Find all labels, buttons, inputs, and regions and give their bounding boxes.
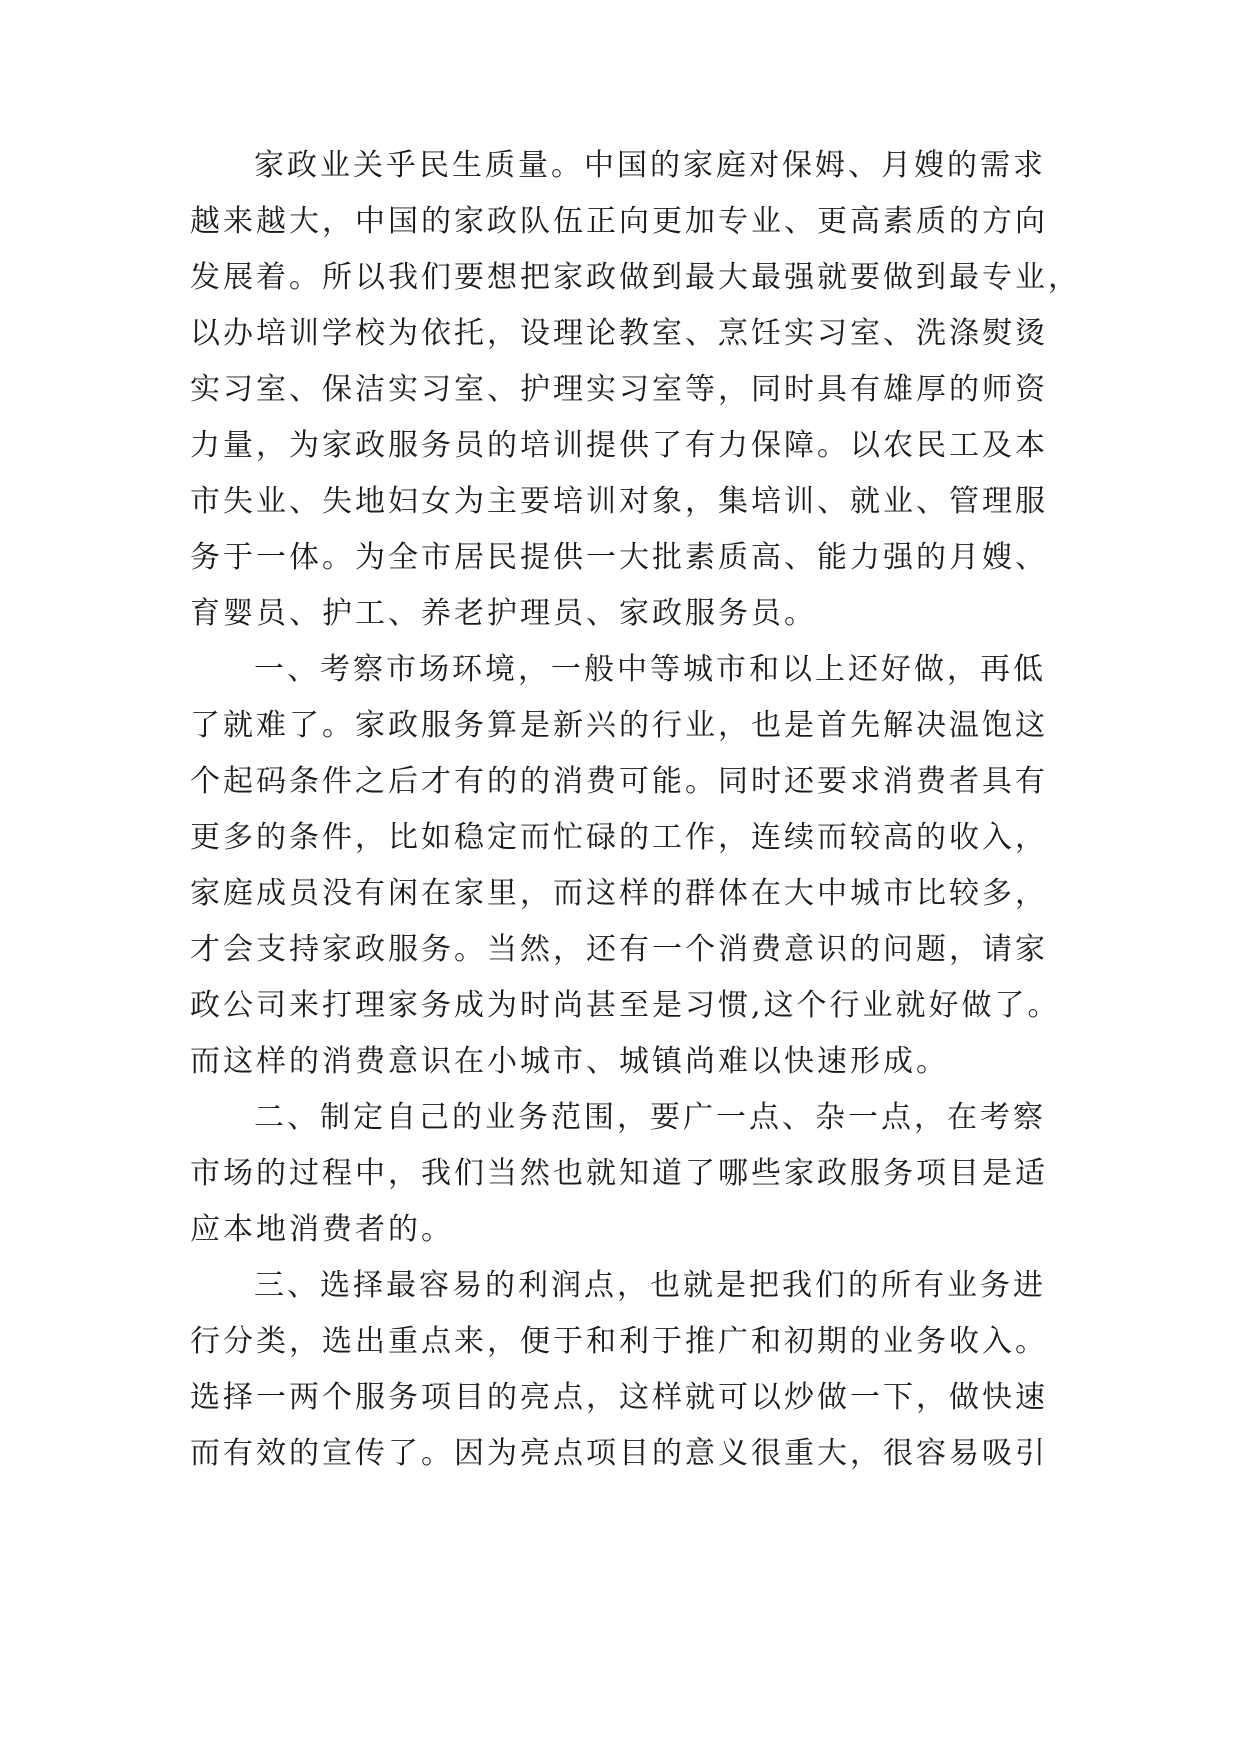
paragraph-4 <box>190 1258 1090 1482</box>
text-line: 二、制定自己的业务范围，要广一点、杂一点，在考察 <box>254 1100 1046 1135</box>
text-line: 三、选择最容易的利润点，也就是把我们的所有业务进 <box>254 1268 1046 1303</box>
text-line: 家庭成员没有闲在家里，而这样的群体在大中城市比较多， <box>190 876 1048 911</box>
text-line: 个起码条件之后才有的的消费可能。同时还要求消费者具有 <box>190 764 1048 799</box>
text-line: 务于一体。为全市居民提供一大批素质高、能力强的月嫂、 <box>190 540 1048 575</box>
text-line: 更多的条件，比如稳定而忙碌的工作，连续而较高的收入， <box>190 820 1048 855</box>
text-line: 市场的过程中，我们当然也就知道了哪些家政服务项目是适 <box>190 1156 1048 1191</box>
text-line: 以办培训学校为依托，设理论教室、烹饪实习室、洗涤熨烫 <box>190 316 1048 351</box>
text-line: 政公司来打理家务成为时尚甚至是习惯,这个行业就好做了。 <box>190 988 1061 1023</box>
text-line: 力量，为家政服务员的培训提供了有力保障。以农民工及本 <box>190 428 1048 463</box>
text-line: 越来越大，中国的家政队伍正向更加专业、更高素质的方向 <box>190 204 1048 239</box>
text-line: 实习室、保洁实习室、护理实习室等，同时具有雄厚的师资 <box>190 372 1048 407</box>
body-text <box>190 138 1090 1482</box>
paragraph-2 <box>190 642 1090 1090</box>
paragraph-3 <box>190 1090 1090 1258</box>
paragraph-1 <box>190 138 1090 642</box>
text-line: 了就难了。家政服务算是新兴的行业，也是首先解决温饱这 <box>190 708 1048 743</box>
text-line: 一、考察市场环境，一般中等城市和以上还好做，再低 <box>254 652 1046 687</box>
text-line: 选择一两个服务项目的亮点，这样就可以炒做一下，做快速 <box>190 1380 1048 1415</box>
text-line: 家政业关乎民生质量。中国的家庭对保姆、月嫂的需求 <box>254 148 1046 183</box>
text-line: 发展着。所以我们要想把家政做到最大最强就要做到最专业， <box>190 260 1081 295</box>
text-line: 行分类，选出重点来，便于和利于推广和初期的业务收入。 <box>190 1324 1048 1359</box>
text-line: 而有效的宣传了。因为亮点项目的意义很重大，很容易吸引 <box>190 1436 1048 1471</box>
text-line: 育婴员、护工、养老护理员、家政服务员。 <box>190 596 817 631</box>
text-line: 市失业、失地妇女为主要培训对象，集培训、就业、管理服 <box>190 484 1048 519</box>
text-line: 应本地消费者的。 <box>190 1212 454 1247</box>
text-line: 而这样的消费意识在小城市、城镇尚难以快速形成。 <box>190 1044 949 1079</box>
text-line: 才会支持家政服务。当然，还有一个消费意识的问题，请家 <box>190 932 1048 967</box>
